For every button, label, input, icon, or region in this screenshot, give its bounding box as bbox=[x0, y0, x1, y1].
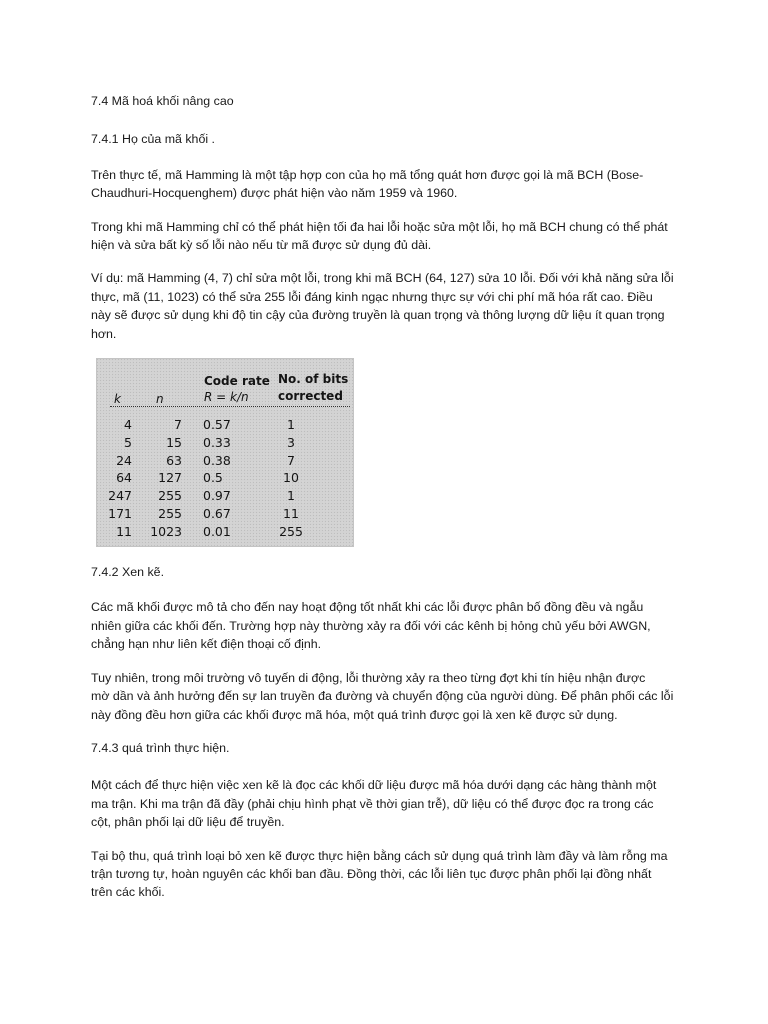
text-line: Trong khi mã Hamming chỉ có thể phát hiện tối đa hai lỗi hoặc sửa một lỗi, họ mã BCH chung có thể phát bbox=[91, 219, 668, 234]
paragraph-interleave-method bbox=[91, 776, 691, 831]
header-k: k bbox=[114, 392, 121, 407]
text-line: hiện và sửa bất kỳ số lỗi nào nếu từ mã được sử dụng đủ dài. bbox=[91, 238, 432, 253]
cell-bits-corrected: 255 bbox=[279, 523, 303, 539]
cell-k: 171 bbox=[108, 506, 132, 522]
text-line: trận tương tự, hoàn nguyên các khối ban đầu. Đồng thời, các lỗi liên tục được phân phối lại đồng nhất bbox=[91, 866, 652, 881]
text-line: chẳng hạn như liên kết điện thoại cố định. bbox=[91, 637, 322, 652]
text-line: này đồng đều hơn giữa các khối được mã hóa, một quá trình được gọi là xen kẽ được sử dụng. bbox=[91, 707, 618, 722]
cell-code-rate: 0.01 bbox=[203, 523, 231, 539]
cell-code-rate: 0.5 bbox=[203, 470, 223, 486]
text-line: mờ dần và ảnh hưởng đến sự lan truyền đa đường và chuyển động của người dùng. Để phân phối các lỗi bbox=[91, 689, 674, 704]
text-line: Các mã khối được mô tả cho đến nay hoạt động tốt nhất khi các lỗi được phân bố đồng đều và ngẫu bbox=[91, 600, 644, 615]
cell-k: 11 bbox=[116, 523, 132, 539]
subsection-heading-families: 7.4.1 Họ của mã khối . bbox=[91, 132, 215, 147]
cell-n: 255 bbox=[158, 488, 182, 504]
section-heading: 7.4 Mã hoá khối nâng cao bbox=[91, 94, 234, 108]
text-line: này sẽ được sử dụng khi độ tin cậy của đường truyền là quan trọng và thông lượng dữ liệu ít quan trọng bbox=[91, 308, 665, 323]
text-line: Chaudhuri-Hocquenghem) được phát hiện vào năm 1959 và 1960. bbox=[91, 186, 458, 201]
document-body bbox=[91, 92, 691, 917]
bch-code-table-image bbox=[96, 358, 354, 547]
cell-n: 15 bbox=[166, 434, 182, 450]
cell-code-rate: 0.33 bbox=[203, 434, 231, 450]
text-line: thực, mã (11, 1023) có thể sửa 255 lỗi đáng kinh ngạc nhưng thực sự với chi phí mã hóa rất cao. Điều bbox=[91, 289, 653, 304]
text-line: cột, phân phối lại dữ liệu để truyền. bbox=[91, 815, 285, 830]
cell-code-rate: 0.67 bbox=[203, 506, 231, 522]
cell-bits-corrected: 1 bbox=[287, 488, 295, 504]
cell-k: 24 bbox=[116, 452, 132, 468]
paragraph-example bbox=[91, 269, 691, 343]
header-bits: No. of bits bbox=[278, 372, 349, 387]
paragraph-block-codes bbox=[91, 598, 691, 653]
cell-n: 1023 bbox=[150, 523, 182, 539]
cell-bits-corrected: 3 bbox=[287, 434, 295, 450]
header-code-rate: Code rate bbox=[204, 374, 270, 389]
text-line: hơn. bbox=[91, 326, 117, 341]
cell-bits-corrected: 11 bbox=[283, 506, 299, 522]
text-line: Tuy nhiên, trong môi trường vô tuyến di động, lỗi thường xảy ra theo từng đợt khi tín hiệu nhận được bbox=[91, 670, 646, 685]
cell-bits-corrected: 7 bbox=[287, 452, 295, 468]
header-corrected: corrected bbox=[278, 389, 343, 404]
paragraph-bch-intro bbox=[91, 166, 691, 203]
cell-k: 247 bbox=[108, 488, 132, 504]
cell-bits-corrected: 1 bbox=[287, 417, 295, 433]
text-line: Một cách để thực hiện việc xen kẽ là đọc các khối dữ liệu được mã hóa dưới dạng các hàng thành một bbox=[91, 778, 657, 793]
cell-code-rate: 0.38 bbox=[203, 452, 231, 468]
header-divider bbox=[110, 406, 350, 407]
subsection-heading-implementation: 7.4.3 quá trình thực hiện. bbox=[91, 740, 230, 755]
paragraph-mobile-radio bbox=[91, 669, 691, 724]
header-rate-formula: R = k/n bbox=[204, 390, 249, 405]
text-line: ma trận. Khi ma trận đã đầy (phải chịu hình phạt về thời gian trễ), dữ liệu có thể được đọc ra trong các bbox=[91, 796, 654, 811]
text-line: Trên thực tế, mã Hamming là một tập hợp con của họ mã tổng quát hơn được gọi là mã BCH (Bose- bbox=[91, 167, 644, 182]
cell-n: 255 bbox=[158, 506, 182, 522]
cell-k: 4 bbox=[124, 417, 132, 433]
paragraph-deinterleave bbox=[91, 847, 691, 902]
subsection-heading-interleaving: 7.4.2 Xen kẽ. bbox=[91, 565, 165, 580]
cell-code-rate: 0.57 bbox=[203, 417, 231, 433]
paragraph-bch-capability bbox=[91, 218, 691, 255]
text-line: Ví dụ: mã Hamming (4, 7) chỉ sửa một lỗi, trong khi mã BCH (64, 127) sửa 10 lỗi. Đối với khả năng sửa lỗi bbox=[91, 271, 674, 286]
text-line: Tại bộ thu, quá trình loại bỏ xen kẽ được thực hiện bằng cách sử dụng quá trình làm đầy và làm rỗng ma bbox=[91, 848, 668, 863]
header-n: n bbox=[156, 392, 164, 407]
cell-n: 63 bbox=[166, 452, 182, 468]
cell-code-rate: 0.97 bbox=[203, 488, 231, 504]
cell-n: 7 bbox=[174, 417, 182, 433]
text-line: trên các khối. bbox=[91, 885, 165, 900]
cell-bits-corrected: 10 bbox=[283, 470, 299, 486]
cell-k: 5 bbox=[124, 434, 132, 450]
cell-k: 64 bbox=[116, 470, 132, 486]
cell-n: 127 bbox=[158, 470, 182, 486]
text-line: nhiên giữa các khối đến. Trường hợp này thường xảy ra đối với các kênh bị hỏng chủ yếu bởi AWGN, bbox=[91, 618, 651, 633]
